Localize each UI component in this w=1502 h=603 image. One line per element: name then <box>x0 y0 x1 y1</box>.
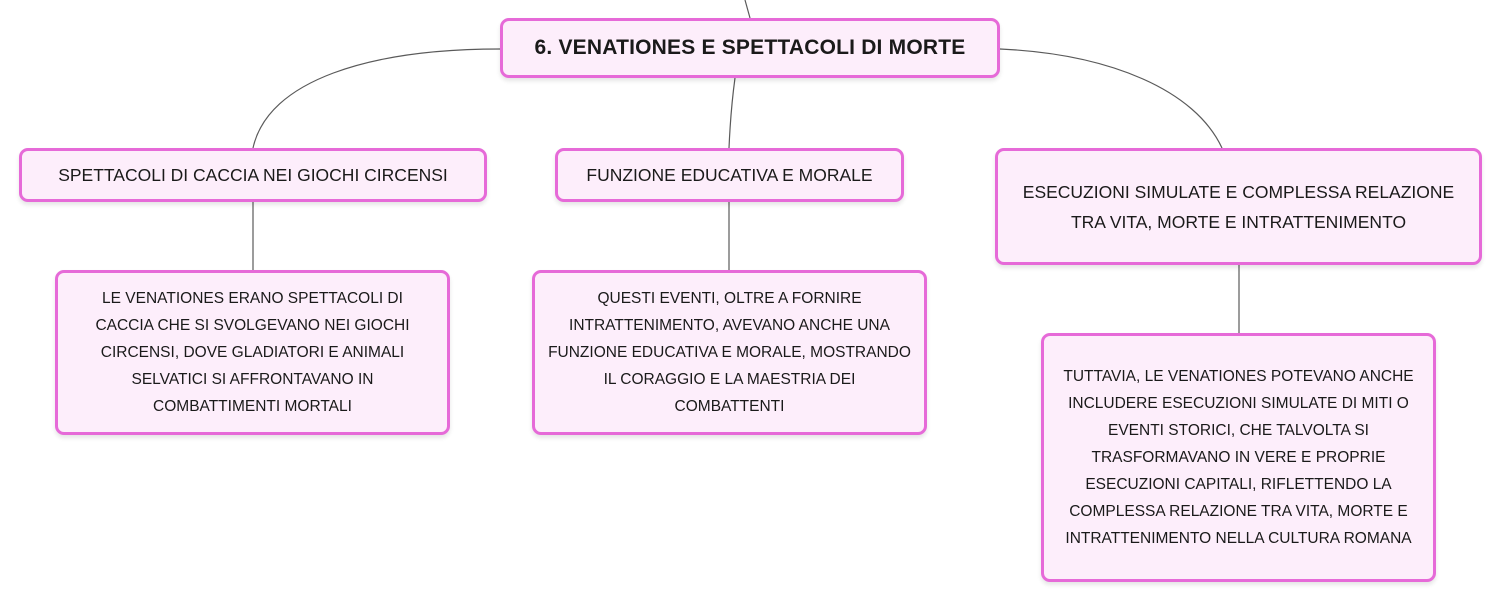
branch-label-esecuzioni: ESECUZIONI SIMULATE E COMPLESSA RELAZIONE TRA VITA, MORTE E INTRATTENIMENTO <box>1022 181 1455 232</box>
root-topic-node[interactable] <box>500 18 1000 78</box>
branch-label-caccia: SPETTACOLI DI CACCIA NEI GIOCHI CIRCENSI <box>58 165 448 185</box>
detail-text-caccia: LE VENATIONES ERANO SPETTACOLI DI CACCIA CHE SI SVOLGEVANO NEI GIOCHI CIRCENSI, DOVE GLADIATORI E ANIMALI SELVATICI SI AFFRONTAVANO IN COMBATTIMENTI MORTALI <box>95 290 410 415</box>
detail-text-funzione: QUESTI EVENTI, OLTRE A FORNIRE INTRATTENIMENTO, AVEVANO ANCHE UNA FUNZIONE EDUCATIVA E MORALE, MOSTRANDO IL CORAGGIO E LA MAESTRIA DEI COMBATTENTI <box>548 290 911 415</box>
detail-node-caccia[interactable] <box>55 270 450 435</box>
branch-node-caccia[interactable] <box>19 148 487 202</box>
detail-node-esecuzioni[interactable] <box>1041 333 1436 582</box>
detail-node-funzione[interactable] <box>532 270 927 435</box>
connector-root-to-branch-2 <box>729 78 735 148</box>
connector-root-to-branch-1 <box>253 49 500 148</box>
connector-root-to-branch-3 <box>1000 49 1222 148</box>
connector-parent-to-root <box>745 0 750 18</box>
branch-node-esecuzioni[interactable] <box>995 148 1482 265</box>
branch-label-funzione: FUNZIONE EDUCATIVA E MORALE <box>586 165 873 185</box>
detail-text-esecuzioni: TUTTAVIA, LE VENATIONES POTEVANO ANCHE INCLUDERE ESECUZIONI SIMULATE DI MITI O EVENTI STORICI, CHE TALVOLTA SI TRASFORMAVANO IN VERE E PROPRIE ESECUZIONI CAPITALI, RIFLETTENDO LA COMPLESSA RELAZIONE TRA VITA, MORTE E INTRATTENIMENTO NELLA CULTURA ROMANA <box>1063 368 1414 547</box>
root-topic-label: 6. VENATIONES E SPETTACOLI DI MORTE <box>534 36 966 59</box>
branch-node-funzione[interactable] <box>555 148 904 202</box>
